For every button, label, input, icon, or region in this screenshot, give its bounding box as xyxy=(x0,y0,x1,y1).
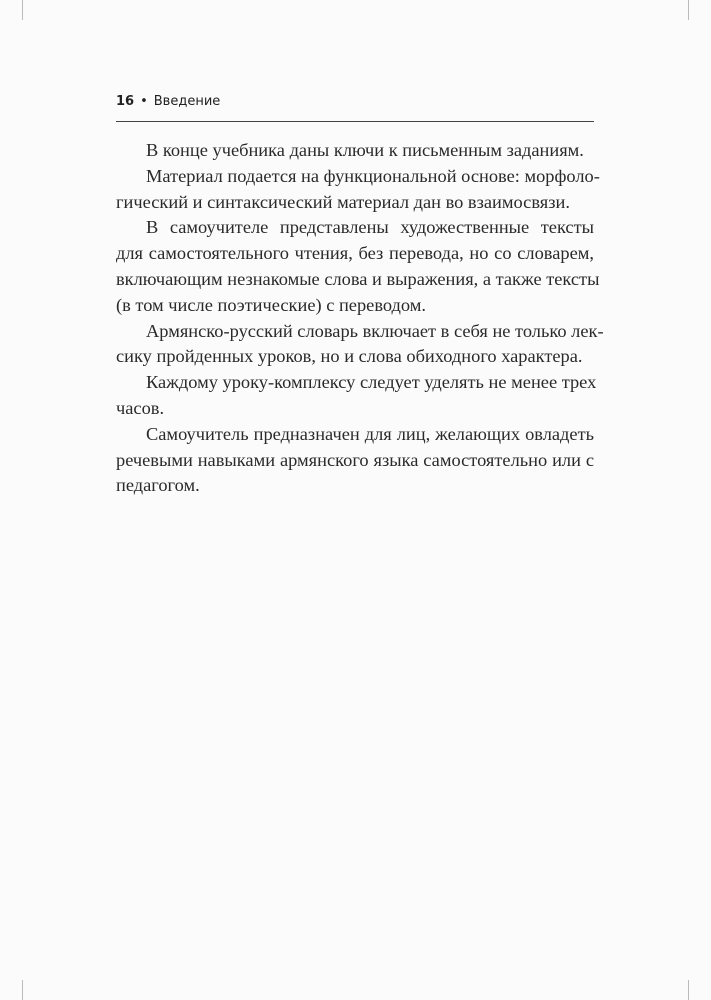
text-line: Самоучитель предназначен для лиц, желающих овладеть xyxy=(146,423,594,444)
text-line: Материал подается на функциональной основе: морфоло- xyxy=(146,165,600,186)
text-line: речевыми навыками армянского языка самостоятельно или с xyxy=(116,449,594,470)
crop-mark xyxy=(688,980,689,1000)
text-line: Каждому уроку-комплексу следует уделять не менее трех xyxy=(146,372,597,393)
text-line: (в том числе поэтические) с переводом. xyxy=(116,294,426,315)
text-line: сику пройденных уроков, но и слова обиходного характера. xyxy=(116,346,583,367)
text-line: педагогом. xyxy=(116,475,200,496)
text-line: часов. xyxy=(116,397,165,418)
body-text xyxy=(116,138,604,499)
text-line: гический и синтаксический материал дан во взаимосвязи. xyxy=(116,191,570,212)
crop-mark xyxy=(22,980,23,1000)
text-line: включающим незнакомые слова и выражения, а также тексты xyxy=(116,268,600,289)
header-separator: • xyxy=(140,94,148,109)
section-title: Введение xyxy=(153,94,221,109)
crop-mark xyxy=(22,0,23,20)
page-number: 16 xyxy=(116,94,135,109)
text-line: В самоучителе представлены художественные тексты xyxy=(146,217,594,238)
crop-mark xyxy=(688,0,689,20)
header-rule xyxy=(116,121,594,122)
text-line: В конце учебника даны ключи к письменным заданиям. xyxy=(146,140,584,160)
text-line: Армянско-русский словарь включает в себя не только лек- xyxy=(146,320,604,341)
running-header xyxy=(116,94,594,116)
text-line: для самостоятельного чтения, без перевода, но со словарем, xyxy=(116,243,594,264)
